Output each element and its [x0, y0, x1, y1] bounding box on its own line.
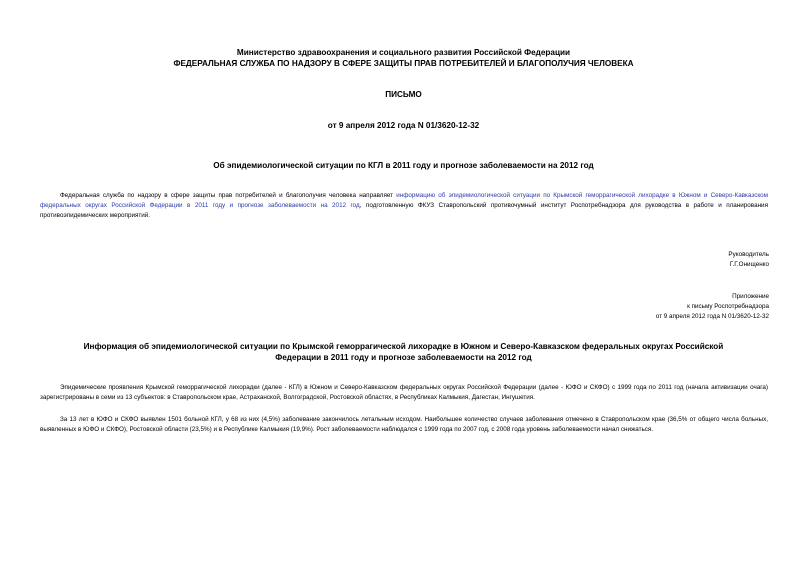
- appendix-paragraph-2: За 13 лет в ЮФО и СКФО выявлен 1501 больной КГЛ, у 68 из них (4,5%) заболевание закончилось летальным исходом. Наибольшее количество случаев заболевания отмечено в Ставропольском крае (36,5% от общего числа больных, выявленных в ЮФО и СКФО), Ростовской области (23,5%) и в Республике Калмыкия (19,9%). Рост заболеваемости наблюдался с 1999 года по 2007 год, с 2008 года уровень заболеваемости начал снижаться.: [40, 416, 768, 434]
- service-heading: ФЕДЕРАЛЬНАЯ СЛУЖБА ПО НАДЗОРУ В СФЕРЕ ЗАЩИТЫ ПРАВ ПОТРЕБИТЕЛЕЙ И БЛАГОПОЛУЧИЯ ЧЕЛОВЕКА: [173, 59, 634, 68]
- appendix-title-line-1: Информация об эпидемиологической ситуации по Крымской геморрагической лихорадке в Южном и Северо-Кавказском федеральных округах Российской: [83, 342, 724, 351]
- ministry-heading: Министерство здравоохранения и социального развития Российской Федерации: [236, 48, 571, 57]
- appendix-reference-block: [656, 292, 769, 322]
- appendix-date-line: от 9 апреля 2012 года N 01/3620-12-32: [655, 313, 769, 320]
- intro-text-after: , подготовленную ФКУЗ Ставропольский противочумный институт Роспотребнадзора для руководства в работе и планирования противоэпидемических мероприятий.: [40, 202, 768, 220]
- doc-date-number: от 9 апреля 2012 года N 01/3620-12-32: [327, 121, 480, 130]
- appendix-ref-line: к письму Роспотребнадзора: [687, 303, 769, 310]
- appendix-title: [0, 341, 807, 363]
- signature-block: [728, 250, 769, 270]
- letter-intro-paragraph: [40, 191, 768, 222]
- appendix-paragraph-1: Эпидемические проявления Крымской геморрагической лихорадки (далее - КГЛ) в Южном и Северо-Кавказском федеральных округах Российской Федерации (далее - ЮФО и СКФО) с 1999 года по 2011 год (начала активизации очага) зарегистрированы в семи из 13 субъектов: в Ставропольском крае, Астраханской, Волгоградской, Ростовской областях, в Республиках Калмыкия, Дагестан, Ингушетия.: [40, 384, 768, 402]
- signer-name: Г.Г.Онищенко: [729, 261, 769, 268]
- appendix-title-line-2: Федерации в 2011 году и прогнозе заболеваемости на 2012 год: [275, 353, 532, 362]
- doc-type-heading: ПИСЬМО: [385, 90, 422, 99]
- letter-subject: Об эпидемиологической ситуации по КГЛ в 2011 году и прогнозе заболеваемости на 2012 год: [213, 161, 594, 170]
- signer-title: Руководитель: [728, 251, 769, 258]
- appendix-label: Приложение: [732, 293, 769, 300]
- intro-text-before: Федеральная служба по надзору в сфере защиты прав потребителей и благополучия человека направляет: [60, 192, 397, 199]
- intro-information-link[interactable]: информацию об эпидемиологической ситуации по Крымской геморрагической лихорадке в Южном и Северо-Кавказском федеральных округах Российской Федерации в 2011 году и прогнозе заболеваемости на 2012 год: [40, 192, 768, 210]
